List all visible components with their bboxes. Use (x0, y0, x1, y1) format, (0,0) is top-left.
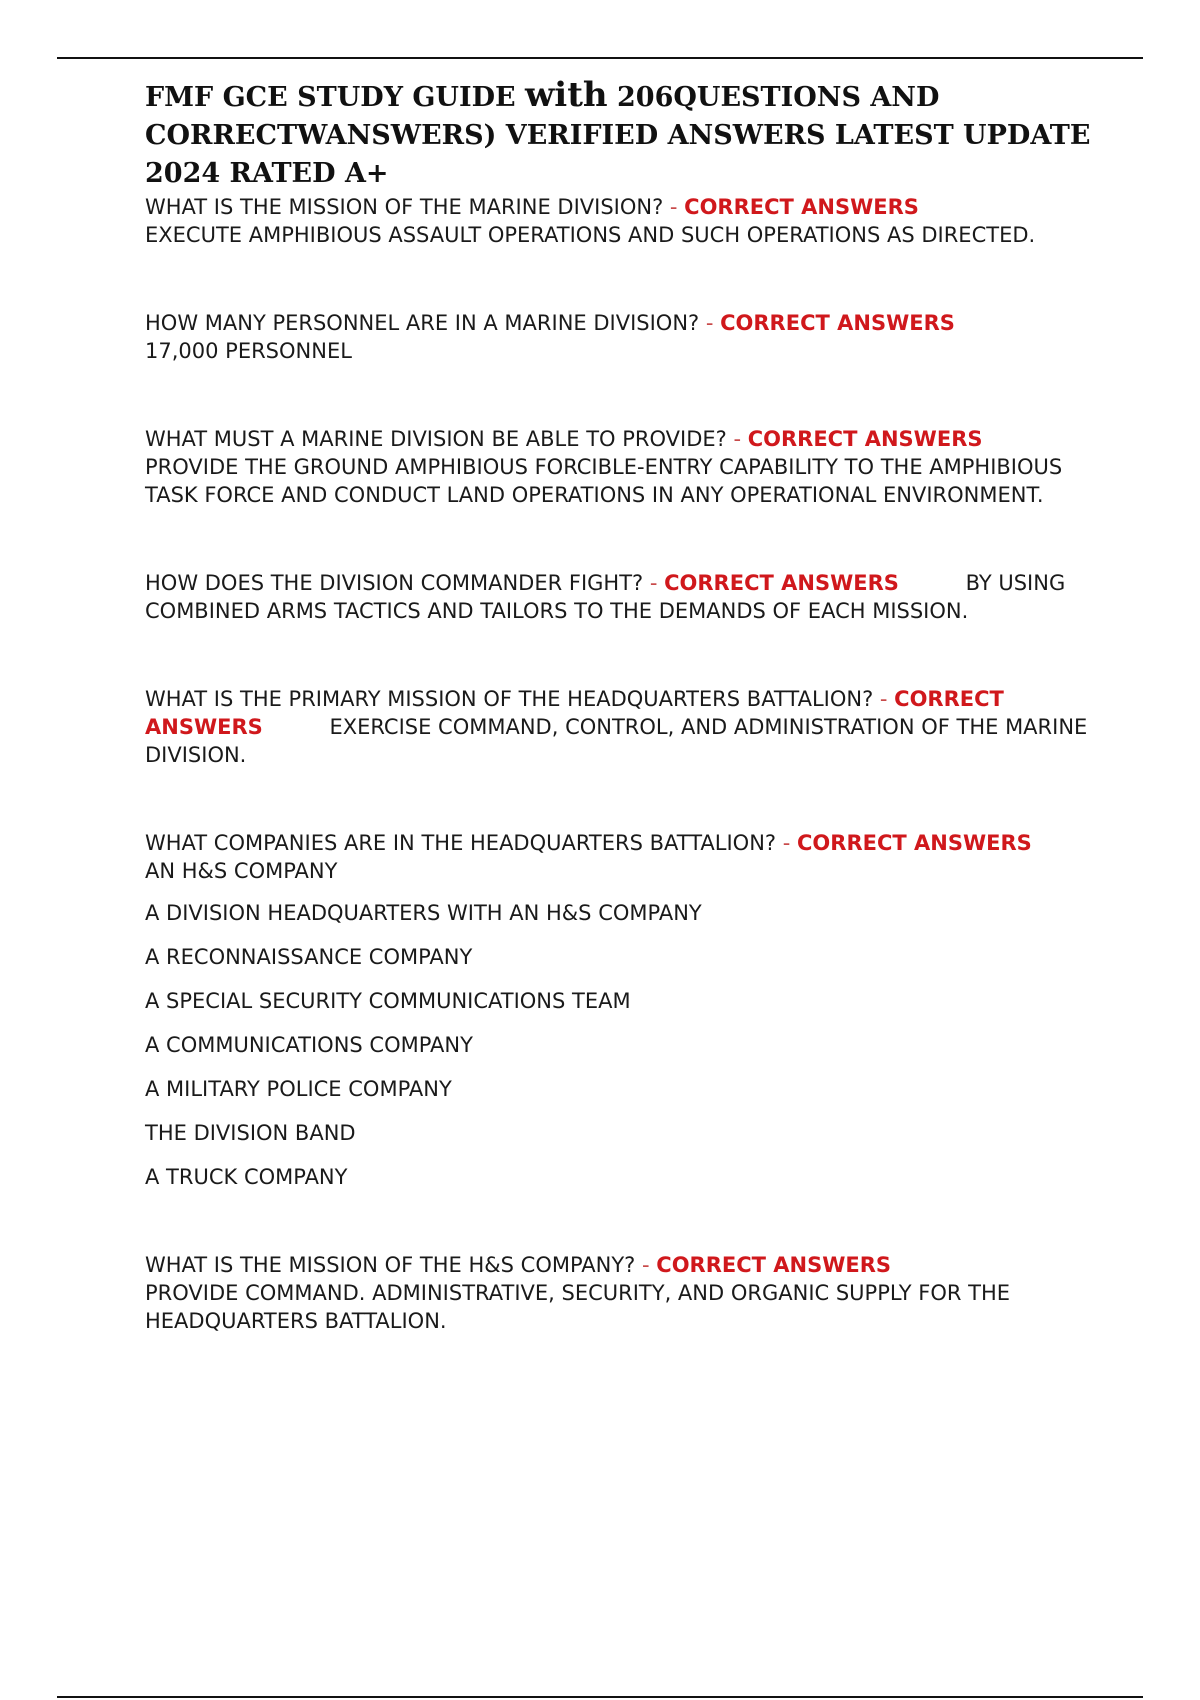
list-item: A MILITARY POLICE COMPANY (145, 1077, 452, 1101)
question-text: WHAT MUST A MARINE DIVISION BE ABLE TO PROVIDE? (145, 427, 727, 451)
bottom-rule (57, 1696, 1143, 1698)
qa-item: WHAT IS THE MISSION OF THE H&S COMPANY? - CORRECT ANSWERS PROVIDE COMMAND. ADMINISTRATIVE, SECURITY, AND ORGANIC SUPPLY FOR THE HEADQUARTERS BATTALION. (145, 1253, 1011, 1333)
answer-label: CORRECT ANSWERS (797, 831, 1032, 855)
question-text: WHAT COMPANIES ARE IN THE HEADQUARTERS BATTALION? (145, 831, 777, 855)
list-item: THE DIVISION BAND (145, 1121, 356, 1145)
answer-text: AN H&S COMPANY (145, 859, 338, 883)
question-text: HOW DOES THE DIVISION COMMANDER FIGHT? (145, 571, 644, 595)
question-text: HOW MANY PERSONNEL ARE IN A MARINE DIVISION? (145, 311, 700, 335)
top-rule (57, 57, 1143, 59)
qa-item: HOW DOES THE DIVISION COMMANDER FIGHT? - CORRECT ANSWERS BY USING COMBINED ARMS TACTICS AND TAILORS TO THE DEMANDS OF EACH MISSION. (145, 571, 1066, 623)
list-item: A COMMUNICATIONS COMPANY (145, 1033, 473, 1057)
list-item: A TRUCK COMPANY (145, 1165, 348, 1189)
document-body (145, 76, 1095, 1335)
qa-item: WHAT IS THE MISSION OF THE MARINE DIVISION? - CORRECT ANSWERS EXECUTE AMPHIBIOUS ASSAULT OPERATIONS AND SUCH OPERATIONS AS DIRECTED. (145, 195, 1036, 247)
document-title: FMF GCE STUDY GUIDE with 206QUESTIONS AND CORRECTWANSWERS) VERIFIED ANSWERS LATEST UPDATE 2024 RATED A+ (145, 75, 1091, 189)
qa-item: WHAT COMPANIES ARE IN THE HEADQUARTERS BATTALION? - CORRECT ANSWERS AN H&S COMPANY (145, 831, 1032, 883)
question-text: WHAT IS THE MISSION OF THE MARINE DIVISION? (145, 195, 664, 219)
answer-text: PROVIDE COMMAND. ADMINISTRATIVE, SECURITY, AND ORGANIC SUPPLY FOR THE HEADQUARTERS BATTALION. (145, 1281, 1011, 1333)
answer-label: CORRECT ANSWERS (747, 427, 983, 451)
question-text: WHAT IS THE PRIMARY MISSION OF THE HEADQUARTERS BATTALION? (145, 687, 874, 711)
answer-label: CORRECT ANSWERS (656, 1253, 892, 1277)
list-item: A DIVISION HEADQUARTERS WITH AN H&S COMPANY (145, 901, 702, 925)
answer-text: PROVIDE THE GROUND AMPHIBIOUS FORCIBLE-ENTRY CAPABILITY TO THE AMPHIBIOUS TASK FORCE AND CONDUCT LAND OPERATIONS IN ANY OPERATIONAL ENVIRONMENT. (145, 455, 1063, 507)
answer-label: CORRECT ANSWERS (145, 687, 1004, 739)
answer-label: CORRECT ANSWERS (720, 311, 955, 335)
list-item: A RECONNAISSANCE COMPANY (145, 945, 473, 969)
answer-text: EXERCISE COMMAND, CONTROL, AND ADMINISTRATION OF THE MARINE DIVISION. (145, 715, 1088, 767)
answer-label: CORRECT ANSWERS (664, 571, 899, 595)
qa-item: HOW MANY PERSONNEL ARE IN A MARINE DIVISION? - CORRECT ANSWERS 17,000 PERSONNEL (145, 311, 955, 363)
question-text: WHAT IS THE MISSION OF THE H&S COMPANY? (145, 1253, 636, 1277)
answer-text: BY USING COMBINED ARMS TACTICS AND TAILORS TO THE DEMANDS OF EACH MISSION. (145, 571, 1066, 623)
qa-item: WHAT MUST A MARINE DIVISION BE ABLE TO PROVIDE? - CORRECT ANSWERS PROVIDE THE GROUND AMPHIBIOUS FORCIBLE-ENTRY CAPABILITY TO THE AMPHIBIOUS TASK FORCE AND CONDUCT LAND OPERATIONS IN ANY OPERATIONAL ENVIRONMENT. (145, 427, 1063, 507)
answer-label: CORRECT ANSWERS (684, 195, 919, 219)
answer-text: EXECUTE AMPHIBIOUS ASSAULT OPERATIONS AND SUCH OPERATIONS AS DIRECTED. (145, 223, 1036, 247)
qa-item: WHAT IS THE PRIMARY MISSION OF THE HEADQUARTERS BATTALION? - CORRECT ANSWERS EXERCISE COMMAND, CONTROL, AND ADMINISTRATION OF THE MARINE DIVISION. (145, 687, 1088, 767)
answer-text: 17,000 PERSONNEL (145, 339, 352, 363)
list-item: A SPECIAL SECURITY COMMUNICATIONS TEAM (145, 989, 631, 1013)
